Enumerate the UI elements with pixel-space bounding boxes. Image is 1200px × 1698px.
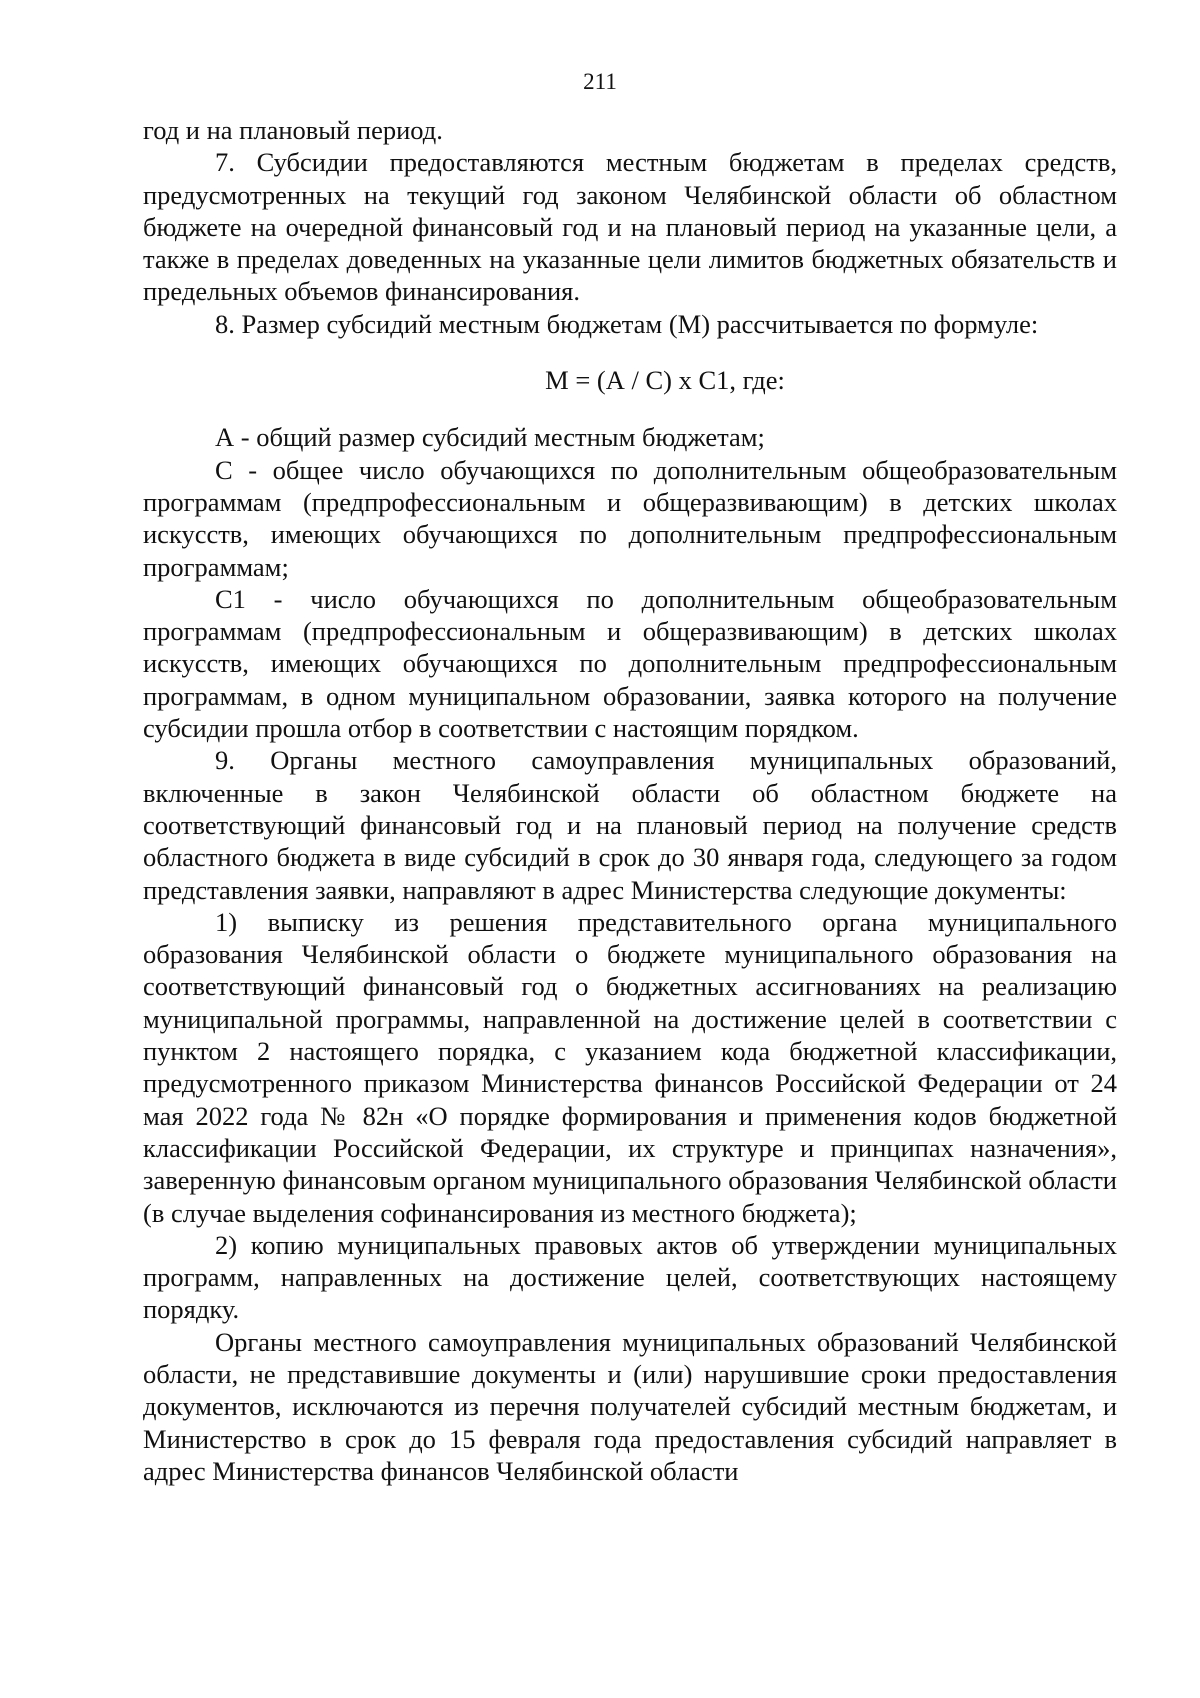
page-number: 211 — [583, 69, 617, 94]
list-item-2: 2) копию муниципальных правовых актов об утверждении муниципальных программ, направленных на достижение целей, соответствующих настоящему порядку. — [143, 1229, 1117, 1325]
paragraph-9: 9. Органы местного самоуправления муниципальных образований, включенные в закон Челябинской области об областном бюджете на соответствующий финансовый год и на плановый период на получение средств областного бюджета в виде субсидий в срок до 30 января года, следующего за годом представления заявки, направляют в адрес Министерства следующие документы: — [143, 745, 1117, 905]
definition-c1: С1 - число обучающихся по дополнительным общеобразовательным программам (предпрофессиональным и общеразвивающим) в детских школах искусств, имеющих обучающихся по дополнительным предпрофессиональным программам, в одном муниципальном образовании, заявка которого на получение субсидии прошла отбор в соответствии с настоящим порядком. — [143, 583, 1117, 744]
paragraph-continuation: год и на плановый период. — [143, 115, 443, 145]
paragraph-7: 7. Субсидии предоставляются местным бюджетам в пределах средств, предусмотренных на текущий год законом Челябинской области об областном бюджете на очередной финансовый год и на плановый период на указанные цели, а также в пределах доведенных на указанные цели лимитов бюджетных обязательств и предельных объемов финансирования. — [143, 147, 1117, 307]
definition-c: С - общее число обучающихся по дополнительным общеобразовательным программам (предпрофессиональным и общеразвивающим) в детских школах искусств, имеющих обучающихся по дополнительным предпрофессиональным программам; — [143, 454, 1117, 582]
paragraph-8: 8. Размер субсидий местным бюджетам (М) рассчитывается по формуле: — [215, 308, 1039, 339]
paragraph-exclusion: Органы местного самоуправления муниципальных образований Челябинской области, не представившие документы и (или) нарушившие сроки предоставления документов, исключаются из перечня получателей субсидий местным бюджетам, и Министерство в срок до 15 февраля года предоставления субсидий направляет в адрес Министерства финансов Челябинской области — [143, 1326, 1117, 1486]
formula: М = (А / С) х С1, где: — [545, 365, 785, 396]
definition-a: А - общий размер субсидий местным бюджетам; — [215, 422, 765, 453]
list-item-1: 1) выписку из решения представительного органа муниципального образования Челябинской области о бюджете муниципального образования на соответствующий финансовый год о бюджетных ассигнованиях на реализацию муниципальной программы, направленной на достижение целей в соответствии с пунктом 2 настоящего порядка, с указанием кода бюджетной классификации, предусмотренного приказом Министерства финансов Российской Федерации от 24 мая 2022 года № 82н «О порядке формирования и применения кодов бюджетной классификации Российской Федерации, их структуре и принципах назначения», заверенную финансовым органом муниципального образования Челябинской области (в случае выделения софинансирования из местного бюджета); — [143, 906, 1117, 1228]
document-body — [143, 114, 1117, 1487]
